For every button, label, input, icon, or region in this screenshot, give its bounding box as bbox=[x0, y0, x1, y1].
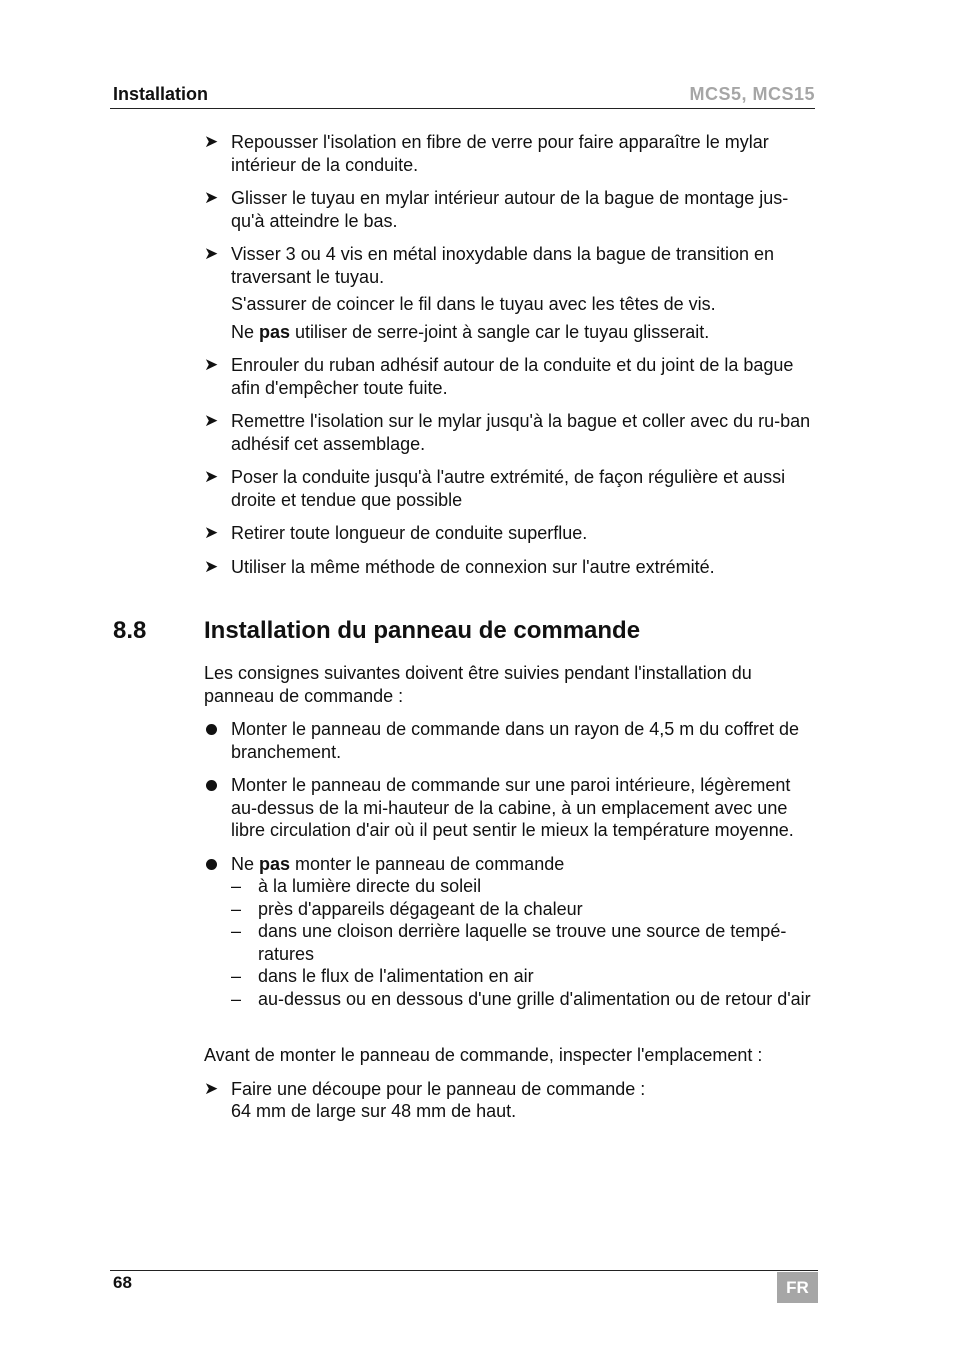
step-item bbox=[204, 522, 818, 545]
bullet-icon bbox=[206, 859, 217, 870]
sub-list-item bbox=[231, 965, 818, 988]
arrow-icon: ➤ bbox=[204, 523, 219, 542]
bullet-item bbox=[204, 853, 818, 1011]
bullet-text bbox=[231, 853, 818, 876]
page-number: 68 bbox=[113, 1273, 132, 1292]
warning-emphasis: pas bbox=[259, 321, 291, 342]
sub-list-item bbox=[231, 898, 818, 921]
step-item bbox=[204, 354, 818, 399]
sub-item-text: au-dessus ou en dessous d'une grille d'alimentation ou de retour d'air bbox=[258, 988, 811, 1009]
step-text: Visser 3 ou 4 vis en métal inoxydable dans la bague de transition en traversant le tuyau. bbox=[231, 244, 775, 287]
header-model-name: MCS5, MCS15 bbox=[689, 84, 815, 104]
arrow-icon: ➤ bbox=[204, 355, 219, 374]
step-text: Repousser l'isolation en fibre de verre pour faire apparaître le mylar intérieur de la conduite. bbox=[231, 132, 769, 175]
inspection-intro: Avant de monter le panneau de commande, inspecter l'emplacement : bbox=[204, 1045, 763, 1065]
warning-prefix: Ne bbox=[231, 321, 260, 342]
step-text: Utiliser la même méthode de connexion sur l'autre extrémité. bbox=[231, 556, 715, 577]
section-title: Installation du panneau de commande bbox=[204, 617, 641, 644]
step-item bbox=[204, 131, 818, 176]
step-item bbox=[204, 243, 818, 343]
header-section-title: Installation bbox=[113, 84, 209, 104]
sub-item-text: dans une cloison derrière laquelle se trouve une source de tempé-ratures bbox=[258, 921, 787, 964]
arrow-icon: ➤ bbox=[204, 411, 219, 430]
sub-list-item bbox=[231, 920, 818, 965]
section-heading bbox=[113, 616, 818, 646]
sub-list-item bbox=[231, 988, 818, 1011]
sub-item-text: à la lumière directe du soleil bbox=[258, 876, 482, 896]
step-note: S'assurer de coincer le fil dans le tuyau avec les têtes de vis. bbox=[231, 294, 716, 314]
arrow-icon: ➤ bbox=[204, 132, 219, 151]
step-text: Poser la conduite jusqu'à l'autre extrémité, de façon régulière et aussi droite et tendue que possible bbox=[231, 467, 786, 510]
dash-icon: – bbox=[231, 876, 242, 896]
bullet-emphasis: pas bbox=[259, 853, 291, 874]
step-item bbox=[204, 466, 818, 511]
language-badge: FR bbox=[777, 1272, 818, 1303]
footer-divider bbox=[110, 1270, 818, 1271]
section-intro: Les consignes suivantes doivent être suivies pendant l'installation du panneau de commande : bbox=[204, 663, 752, 706]
bullet-icon bbox=[206, 780, 217, 791]
step-text: 64 mm de large sur 48 mm de haut. bbox=[231, 1101, 517, 1121]
sub-list bbox=[231, 875, 818, 1010]
bullet-prefix: Ne bbox=[231, 853, 260, 874]
step-text: Enrouler du ruban adhésif autour de la conduite et du joint de la bague afin d'empêcher toute fuite. bbox=[231, 355, 794, 398]
page-content bbox=[113, 131, 818, 1134]
sub-item-text: dans le flux de l'alimentation en air bbox=[258, 966, 534, 986]
bullet-suffix: monter le panneau de commande bbox=[290, 853, 565, 874]
bullet-item bbox=[204, 774, 818, 842]
sub-item-text: près d'appareils dégageant de la chaleur bbox=[258, 898, 583, 919]
step-text: Remettre l'isolation sur le mylar jusqu'à la bague et coller avec du ru-ban adhésif cet assemblage. bbox=[231, 411, 811, 454]
dash-icon: – bbox=[231, 898, 242, 919]
step-text: Glisser le tuyau en mylar intérieur autour de la bague de montage jus-qu'à atteindre le bas. bbox=[231, 188, 789, 231]
dash-icon: – bbox=[231, 966, 242, 986]
step-text: Faire une découpe pour le panneau de commande : bbox=[231, 1078, 646, 1099]
bullet-icon bbox=[206, 724, 217, 735]
bullet-text: Monter le panneau de commande dans un rayon de 4,5 m du coffret de branchement. bbox=[231, 719, 800, 762]
sub-list-item bbox=[231, 875, 818, 898]
step-warning bbox=[231, 321, 818, 344]
arrow-icon: ➤ bbox=[204, 188, 219, 207]
header-divider bbox=[110, 108, 815, 109]
arrow-icon: ➤ bbox=[204, 1078, 219, 1098]
step-item bbox=[204, 1078, 818, 1123]
dash-icon: – bbox=[231, 921, 242, 941]
arrow-icon: ➤ bbox=[204, 244, 219, 263]
bullet-text: Monter le panneau de commande sur une paroi intérieure, légèrement au-dessus de la mi-hauteur de la cabine, à un emplacement avec une libre circulation d'air où il peut sentir le mieux la température moyenne. bbox=[231, 775, 794, 840]
step-item bbox=[204, 556, 818, 579]
arrow-icon: ➤ bbox=[204, 467, 219, 486]
bullet-item bbox=[204, 718, 818, 763]
step-item bbox=[204, 410, 818, 455]
arrow-icon: ➤ bbox=[204, 556, 219, 576]
section-number: 8.8 bbox=[113, 617, 147, 644]
warning-suffix: utiliser de serre-joint à sangle car le tuyau glisserait. bbox=[290, 321, 710, 342]
step-text: Retirer toute longueur de conduite superflue. bbox=[231, 523, 588, 543]
step-item bbox=[204, 187, 818, 232]
dash-icon: – bbox=[231, 988, 242, 1009]
